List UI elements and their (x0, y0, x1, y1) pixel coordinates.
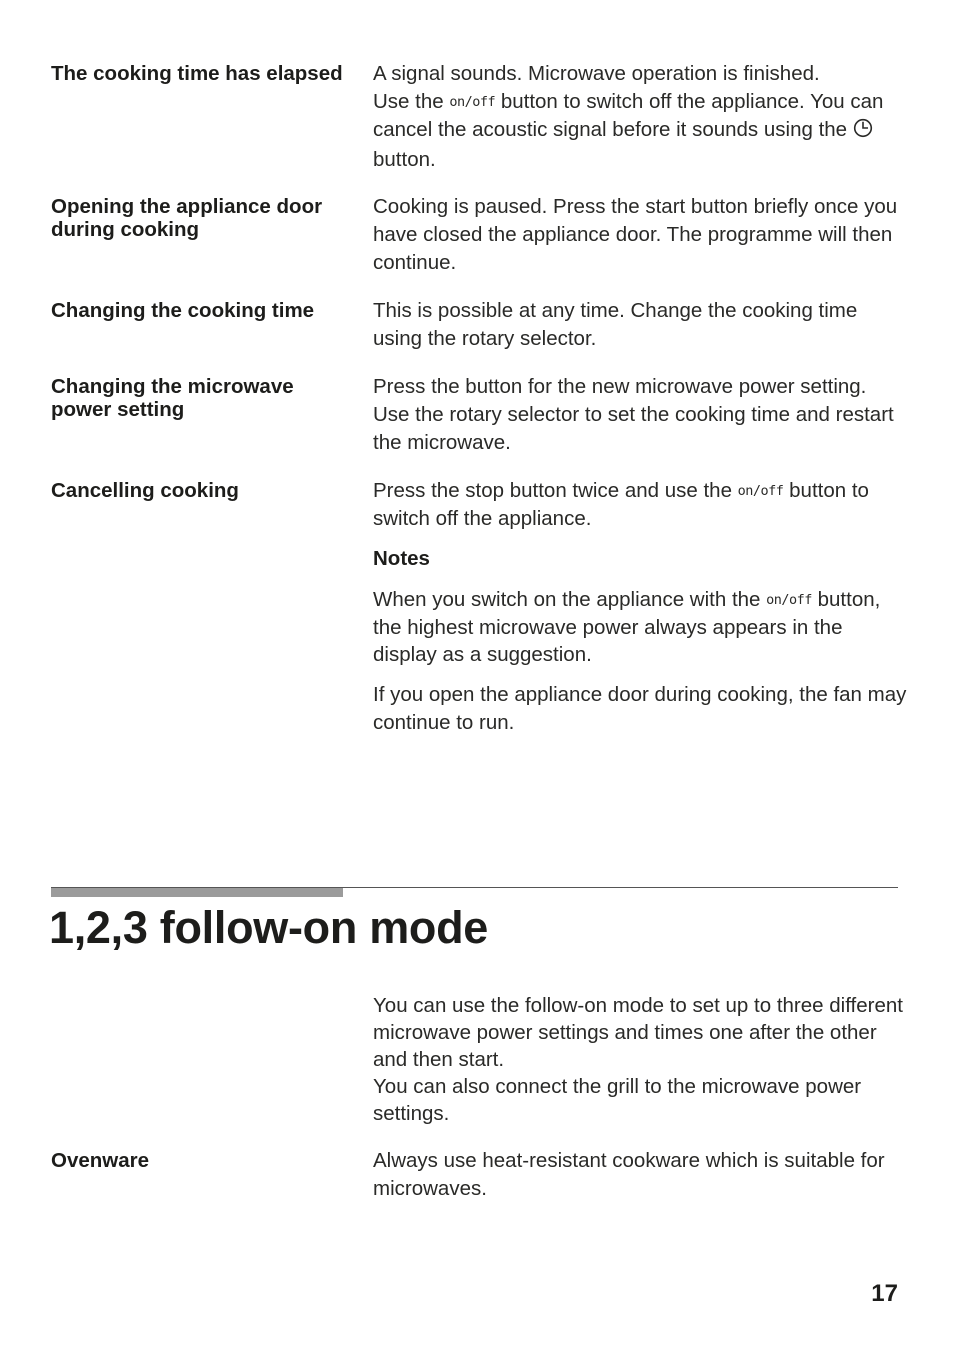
note-paragraph (373, 586, 908, 668)
note-text: button, the highest microwave power always appears in the display as a suggestion. (373, 588, 881, 666)
desc-text: button to switch off the appliance. You can cancel the acoustic signal before it sounds using the (373, 90, 884, 141)
term-ovenware: Ovenware (51, 1149, 149, 1172)
notes-heading: Notes (373, 547, 430, 570)
intro-paragraph-1: You can use the follow-on mode to set up to three different microwave power settings and times one after the other and then start. (373, 994, 903, 1071)
desc-text: button to switch off the appliance. (373, 479, 869, 530)
desc-cooking-time-elapsed (373, 60, 908, 174)
note-2: If you open the appliance door during cooking, the fan may continue to run. (373, 683, 907, 734)
section-accent-bar (51, 888, 343, 897)
clock-icon (853, 118, 873, 146)
term-changing-power: Changing the microwave power setting (51, 375, 294, 421)
on-off-key-label: on/off (449, 94, 496, 110)
desc-line: A signal sounds. Microwave operation is finished. (373, 62, 820, 85)
intro-paragraph-2: You can also connect the grill to the microwave power settings. (373, 1075, 862, 1125)
on-off-key-label: on/off (766, 592, 812, 608)
section-title: 1,2,3 follow-on mode (49, 902, 489, 953)
note-1 (373, 586, 908, 668)
page-number: 17 (871, 1280, 898, 1307)
desc-changing-power: Press the button for the new microwave power setting. Use the rotary selector to set the cooking time and restart the microwave. (373, 375, 894, 454)
term-cancelling-cooking: Cancelling cooking (51, 479, 239, 502)
desc-text: button. (373, 148, 436, 171)
term-changing-cooking-time: Changing the cooking time (51, 299, 315, 322)
desc-changing-cooking-time: This is possible at any time. Change the cooking time using the rotary selector. (373, 299, 858, 350)
desc-opening-door: Cooking is paused. Press the start button briefly once you have closed the appliance door. The programme will then continue. (373, 195, 898, 274)
term-cooking-time-elapsed: The cooking time has elapsed (51, 62, 343, 85)
desc-cancelling-cooking (373, 477, 908, 533)
desc-text: Press the stop button twice and use the (373, 479, 738, 502)
section-intro (373, 992, 908, 1127)
desc-text: Use the (373, 90, 450, 113)
desc-ovenware: Always use heat-resistant cookware which is suitable for microwaves. (373, 1149, 885, 1200)
desc-paragraph (373, 477, 908, 533)
term-opening-door: Opening the appliance door during cooking (51, 195, 323, 241)
on-off-key-label: on/off (737, 483, 784, 499)
note-text: When you switch on the appliance with the (373, 588, 767, 611)
desc-paragraph (373, 88, 908, 174)
